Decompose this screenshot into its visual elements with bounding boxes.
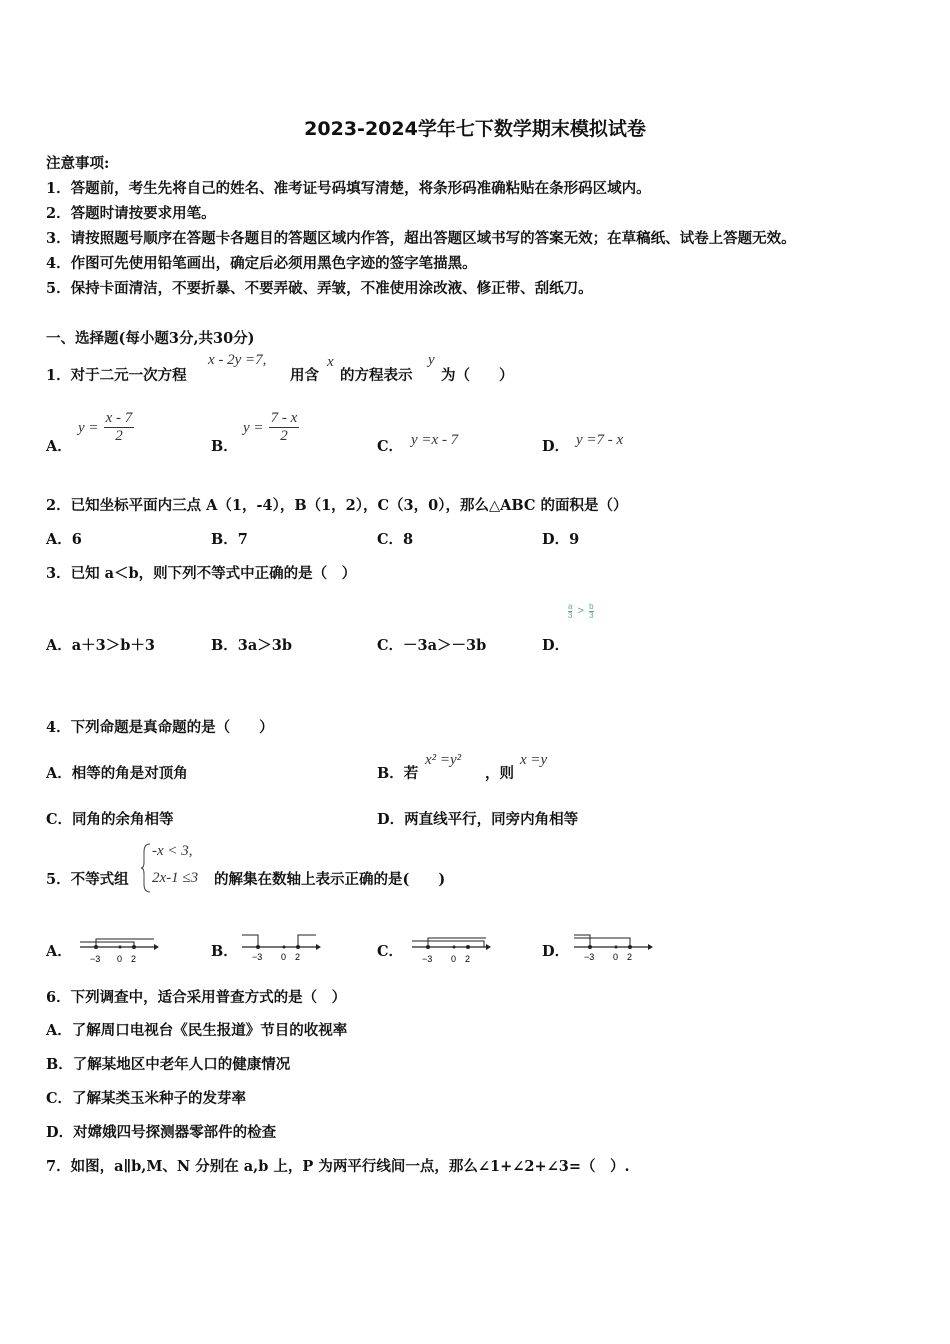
q1-prefix: 1．对于二元一次方程: [46, 367, 187, 384]
q1-var-y: y: [428, 352, 435, 368]
q6-option-a: A．了解周口电视台《民生报道》节目的收视率: [46, 1022, 348, 1039]
q7-stem: 7．如图，a∥b,M、N 分别在 a,b 上，P 为两平行线间一点，那么∠1+∠2+∠3=（ ）.: [46, 1158, 630, 1175]
fraction-b-over-3: [589, 603, 593, 620]
section-heading: 一、选择题(每小题3分,共30分): [46, 330, 255, 347]
q5-prefix: 5．不等式组: [46, 871, 129, 888]
tick-label: 0: [613, 952, 619, 962]
q4-option-b-math1: x² =y²: [425, 752, 462, 768]
q2-option-a: A．6: [46, 531, 82, 548]
q5-suffix: 的解集在数轴上表示正确的是( ): [214, 871, 446, 888]
note-item: 5．保持卡面清洁，不要折暴、不要弄破、弄皱，不准使用涂改液、修正带、刮纸刀。: [46, 280, 593, 297]
note-item: 2．答题时请按要求用笔。: [46, 205, 216, 222]
q5-number-line-d: [572, 930, 654, 966]
q1-option-a: [78, 410, 134, 445]
q1-option-b: [243, 410, 299, 445]
tick-label: −3: [252, 952, 263, 962]
q1-option-c: y =x - 7: [411, 432, 459, 448]
denominator: 2: [115, 428, 123, 444]
note-item: 4．作图可先使用铅笔画出，确定后必须用黑色字迹的签字笔描黑。: [46, 255, 477, 272]
tick-label: −3: [90, 954, 101, 964]
q1-option-d-label: D．: [542, 438, 570, 455]
q5-number-line-a: [78, 930, 160, 966]
tick-label: 0: [451, 954, 457, 964]
q6-option-c: C．了解某类玉米种子的发芽率: [46, 1090, 247, 1107]
denominator: 2: [280, 428, 288, 444]
q4-stem: 4．下列命题是真命题的是（ ）: [46, 719, 274, 736]
q3-stem: 3．已知 a＜b，则下列不等式中正确的是（ ）: [46, 565, 357, 582]
q6-stem: 6．下列调查中，适合采用普查方式的是（ ）: [46, 989, 347, 1006]
q5-system-brace: [140, 842, 152, 894]
tick-label: 0: [117, 954, 123, 964]
q1-a-fraction: [104, 410, 135, 445]
denominator: 3: [568, 611, 573, 620]
tick-label: 2: [131, 954, 137, 964]
q4-option-b-mid: ，则: [485, 765, 514, 782]
q5-option-a-label: A．: [46, 943, 72, 960]
q1-suffix: 为（ ）: [441, 367, 514, 384]
q1-option-c-label: C．: [377, 438, 404, 455]
q1-equation: x - 2y =7,: [208, 352, 267, 368]
q1-a-lhs: y =: [78, 420, 99, 436]
q5-number-line-c: [410, 930, 492, 966]
q3-option-a: A．a＋3＞b＋3: [46, 637, 155, 654]
q3-option-d-math: [568, 603, 594, 620]
tick-label: 2: [295, 952, 301, 962]
q5-option-c-label: C．: [377, 943, 404, 960]
q5-system-line2: 2x-1 ≤3: [152, 870, 199, 886]
note-item: 1．答题前，考生先将自己的姓名、准考证号码填写清楚，将条形码准确粘贴在条形码区域内。: [46, 180, 651, 197]
q2-option-c: C．8: [377, 531, 414, 548]
numerator: 7 - x: [270, 410, 298, 426]
q1-mid: 用含: [290, 367, 319, 384]
fraction-a-over-3: [568, 603, 572, 620]
q3-option-b: B．3a＞3b: [211, 637, 292, 654]
numerator: x - 7: [105, 410, 133, 426]
q4-option-b-math2: x =y: [520, 752, 548, 768]
q1-b-lhs: y =: [243, 420, 264, 436]
q3-option-d-label: D．: [542, 637, 570, 654]
q5-system-line1: -x < 3,: [152, 843, 193, 859]
q4-option-d: D．两直线平行，同旁内角相等: [377, 811, 579, 828]
q2-stem: 2．已知坐标平面内三点 A（1，-4），B（1，2），C（3，0），那么△ABC 的面积是（）: [46, 497, 628, 514]
denominator: 3: [589, 611, 594, 620]
q1-option-a-label: A．: [46, 438, 72, 455]
q3-option-c: C．－3a＞－3b: [377, 637, 487, 654]
q4-option-c: C．同角的余角相等: [46, 811, 174, 828]
numerator: a: [568, 602, 573, 611]
q4-option-a: A．相等的角是对顶角: [46, 765, 188, 782]
q2-option-d: D．9: [542, 531, 580, 548]
q5-number-line-b: [240, 930, 322, 966]
q6-option-d: D．对嫦娥四号探测器零部件的检查: [46, 1124, 277, 1141]
greater-than: >: [577, 605, 584, 617]
q1-mid2: 的方程表示: [340, 367, 413, 384]
tick-label: 2: [627, 952, 633, 962]
q1-option-b-label: B．: [211, 438, 238, 455]
q2-option-b: B．7: [211, 531, 248, 548]
numerator: b: [589, 602, 594, 611]
tick-label: 2: [465, 954, 471, 964]
q5-option-b-label: B．: [211, 943, 238, 960]
q1-var-x: x: [327, 354, 334, 370]
tick-label: 0: [281, 952, 287, 962]
note-item: 3．请按照题号顺序在答题卡各题目的答题区域内作答，超出答题区域书写的答案无效；在草稿纸、试卷上答题无效。: [46, 230, 796, 247]
q4-option-b-prefix: B．若: [377, 765, 419, 782]
tick-label: −3: [422, 954, 433, 964]
q1-option-d: y =7 - x: [576, 432, 624, 448]
q1-b-fraction: [269, 410, 300, 445]
page-title: 2023-2024学年七下数学期末模拟试卷: [304, 118, 646, 140]
tick-label: −3: [584, 952, 595, 962]
notes-heading: 注意事项:: [46, 155, 110, 172]
q5-option-d-label: D．: [542, 943, 570, 960]
q6-option-b: B．了解某地区中老年人口的健康情况: [46, 1056, 291, 1073]
